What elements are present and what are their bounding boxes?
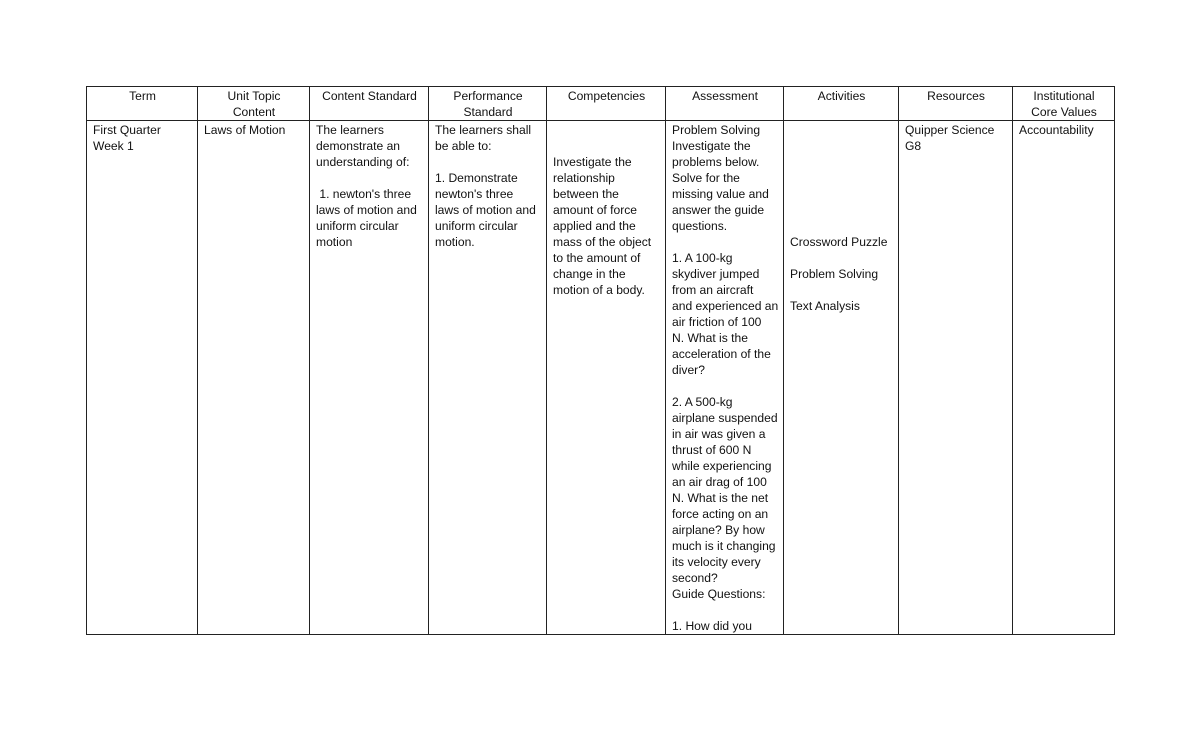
- cell-line: airplane? By how: [672, 523, 765, 537]
- cell-line: 2. A 500-kg: [672, 395, 733, 409]
- cell-line: Resources: [927, 89, 985, 103]
- cell-line: be able to:: [435, 139, 492, 153]
- cell-activities: [784, 121, 899, 635]
- cell-line: [672, 234, 778, 250]
- cell-line: uniform circular: [435, 219, 518, 233]
- cell-line: relationship: [553, 171, 615, 185]
- header-assessment: [666, 87, 784, 121]
- cell-line: Content Standard: [322, 89, 417, 103]
- cell-line: Laws of Motion: [204, 123, 286, 137]
- cell-line: 1. How did you: [672, 619, 752, 633]
- cell-line: to the amount of: [553, 251, 641, 265]
- cell-line: mass of the object: [553, 235, 652, 249]
- cell-line: problems below.: [672, 155, 760, 169]
- cell-line: [316, 170, 423, 186]
- cell-content-standard: [310, 121, 429, 635]
- cell-line: change in the: [553, 267, 626, 281]
- header-term: [87, 87, 198, 121]
- cell-line: motion: [316, 235, 353, 249]
- cell-line: questions.: [672, 219, 728, 233]
- cell-line: [790, 186, 893, 202]
- cell-line: [672, 378, 778, 394]
- cell-line: N. What is the net: [672, 491, 769, 505]
- cell-line: First Quarter: [93, 123, 161, 137]
- cell-line: Guide Questions:: [672, 587, 766, 601]
- cell-line: Text Analysis: [790, 299, 860, 313]
- cell-line: [790, 218, 893, 234]
- cell-line: while experiencing: [672, 459, 772, 473]
- cell-assessment: [666, 121, 784, 635]
- cell-competencies: [547, 121, 666, 635]
- cell-line: Term: [129, 89, 156, 103]
- curriculum-table: [86, 86, 1115, 635]
- cell-line: demonstrate an: [316, 139, 401, 153]
- cell-line: N. What is the: [672, 331, 748, 345]
- cell-line: answer the guide: [672, 203, 765, 217]
- header-competencies: [547, 87, 666, 121]
- cell-line: Problem Solving: [672, 123, 761, 137]
- cell-line: Unit Topic: [227, 89, 281, 103]
- cell-line: understanding of:: [316, 155, 410, 169]
- cell-core-values: [1013, 121, 1115, 635]
- cell-line: Competencies: [567, 89, 646, 103]
- cell-line: Institutional: [1033, 89, 1095, 103]
- cell-line: much is it changing: [672, 539, 776, 553]
- cell-line: Problem Solving: [790, 267, 879, 281]
- cell-line: [790, 202, 893, 218]
- header-row: [87, 87, 1115, 121]
- cell-line: Performance: [453, 89, 523, 103]
- cell-line: amount of force: [553, 203, 638, 217]
- cell-line: skydiver jumped: [672, 267, 760, 281]
- cell-line: its velocity every: [672, 555, 761, 569]
- cell-line: airplane suspended: [672, 411, 778, 425]
- cell-line: force acting on an: [672, 507, 769, 521]
- header-performance-standard: [429, 87, 547, 121]
- header-content-standard: [310, 87, 429, 121]
- cell-line: motion.: [435, 235, 475, 249]
- cell-line: Crossword Puzzle: [790, 235, 888, 249]
- cell-line: thrust of 600 N: [672, 443, 752, 457]
- cell-line: Assessment: [692, 89, 758, 103]
- cell-line: newton's three: [435, 187, 514, 201]
- cell-line: air friction of 100: [672, 315, 762, 329]
- cell-line: [790, 138, 893, 154]
- cell-line: motion of a body.: [553, 283, 645, 297]
- cell-line: [790, 122, 893, 138]
- cell-line: Core Values: [1031, 105, 1097, 119]
- cell-line: Week 1: [93, 139, 134, 153]
- header-resources: [899, 87, 1013, 121]
- cell-line: second?: [672, 571, 718, 585]
- cell-line: laws of motion and: [435, 203, 536, 217]
- cell-term: [87, 121, 198, 635]
- cell-line: [553, 138, 660, 154]
- cell-line: Investigate the: [672, 139, 751, 153]
- cell-line: 1. newton's three: [316, 187, 412, 201]
- cell-line: [672, 602, 778, 618]
- cell-line: Solve for the: [672, 171, 740, 185]
- cell-line: [790, 170, 893, 186]
- cell-line: Investigate the: [553, 155, 632, 169]
- cell-line: diver?: [672, 363, 705, 377]
- cell-line: The learners shall: [435, 123, 532, 137]
- cell-line: 1. A 100-kg: [672, 251, 733, 265]
- cell-line: [790, 282, 893, 298]
- cell-line: [790, 250, 893, 266]
- cell-resources: [899, 121, 1013, 635]
- cell-line: laws of motion and: [316, 203, 417, 217]
- cell-line: from an aircraft: [672, 283, 754, 297]
- cell-line: between the: [553, 187, 619, 201]
- cell-line: [790, 154, 893, 170]
- cell-line: acceleration of the: [672, 347, 771, 361]
- cell-line: The learners: [316, 123, 384, 137]
- cell-line: Accountability: [1019, 123, 1094, 137]
- cell-line: [435, 154, 541, 170]
- cell-line: uniform circular: [316, 219, 399, 233]
- cell-line: Content: [232, 105, 276, 119]
- cell-line: Quipper Science: [905, 123, 995, 137]
- cell-line: and experienced an: [672, 299, 779, 313]
- cell-line: in air was given a: [672, 427, 766, 441]
- cell-line: missing value and: [672, 187, 769, 201]
- cell-line: 1. Demonstrate: [435, 171, 518, 185]
- cell-line: an air drag of 100: [672, 475, 767, 489]
- header-activities: [784, 87, 899, 121]
- cell-line: [553, 122, 660, 138]
- cell-line: G8: [905, 139, 922, 153]
- header-unit-topic: [198, 87, 310, 121]
- cell-line: Activities: [817, 89, 866, 103]
- cell-line: applied and the: [553, 219, 636, 233]
- cell-unit-topic: [198, 121, 310, 635]
- cell-line: Standard: [463, 105, 513, 119]
- table-row: [87, 121, 1115, 635]
- header-core-values: [1013, 87, 1115, 121]
- cell-performance-standard: [429, 121, 547, 635]
